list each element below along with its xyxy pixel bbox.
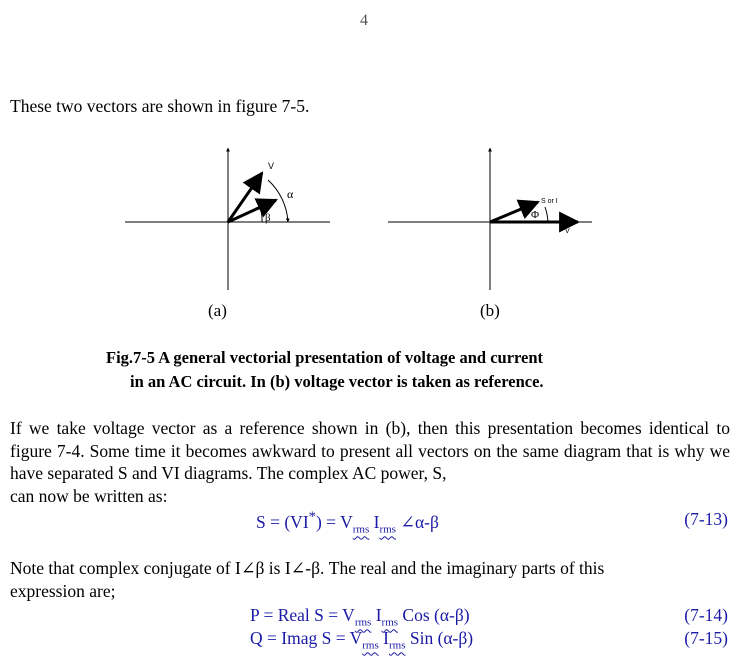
label-alpha: α (287, 187, 294, 201)
equation-number-7-14: (7-14) (684, 605, 728, 625)
caption-line2: in an AC circuit. In (b) voltage vector is taken as reference. (130, 372, 544, 391)
arc-phi (545, 207, 548, 222)
label-beta: β (265, 212, 271, 224)
caption-line1: Fig.7-5 A general vectorial presentation of voltage and current (106, 348, 544, 367)
label-phi: Φ (531, 209, 540, 221)
label-s-or-i: S or I (541, 198, 558, 205)
paragraph-1-body: If we take voltage vector as a reference shown in (b), then this presentation becomes identical to figure 7-4. Some time it becomes awkward to present all vectors on the same diagram that is why we have separated S and VI diagrams. The complex AC power, S, (10, 418, 730, 483)
label-v-a: V (268, 161, 275, 171)
equation-number-7-13: (7-13) (684, 509, 728, 529)
paragraph-1 (10, 417, 730, 507)
page-number: 4 (360, 12, 368, 29)
paragraph-2 (10, 557, 730, 602)
arc-beta (260, 208, 262, 222)
equation-7-15: Q = Imag $S = V_{rms}$ $I_{rms}$ Sin (α-β) (250, 628, 474, 652)
equation-7-13: $S = (VI^*) = V_{rms}$ $I_{rms}$ ∠α-β (256, 509, 439, 536)
diagram-a (125, 148, 330, 290)
label-v-b: V (565, 228, 570, 235)
diagram-b (388, 148, 592, 290)
intro-text: These two vectors are shown in figure 7-5. (10, 96, 310, 116)
label-b: (b) (480, 301, 500, 320)
paragraph-2-last: expression are; (10, 580, 116, 601)
paragraph-1-last: can now be written as: (10, 485, 168, 506)
label-a: (a) (208, 301, 227, 320)
equation-7-14: P = Real $S = V_{rms}$ $I_{rms}$ Cos (α-β) (250, 605, 470, 629)
equation-number-7-15: (7-15) (684, 628, 728, 648)
paragraph-2-body: Note that complex conjugate of I∠β is I∠-β. The real and the imaginary parts of this (10, 558, 605, 578)
